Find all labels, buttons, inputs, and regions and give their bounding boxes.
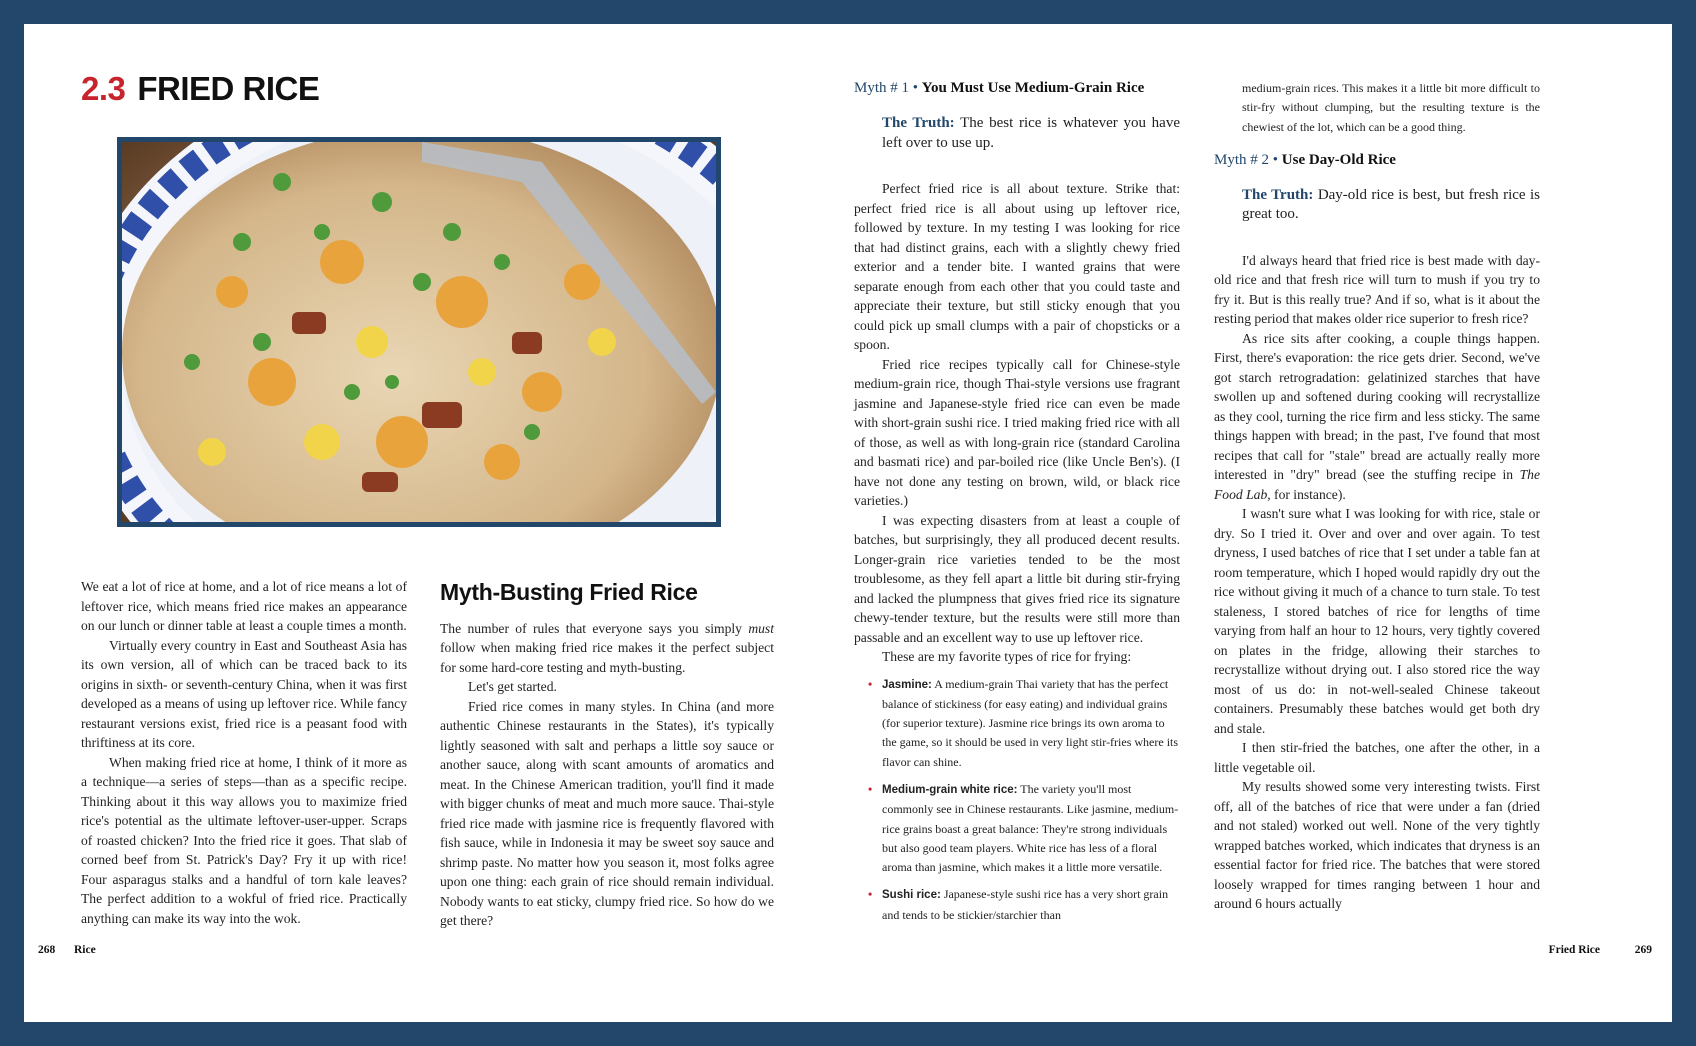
myth1-number: Myth # 1 (854, 80, 910, 96)
left-page (24, 24, 848, 1022)
book-spread (24, 24, 1672, 1022)
intro-paragraph: We eat a lot of rice at home, and a lot of rice means a lot of leftover rice, which means fried rice makes an appearance on our lunch or dinner table at least a couple times a month. (81, 579, 407, 633)
section-paragraph: Let's get started. (468, 679, 557, 694)
page-number-left: 268 (38, 944, 56, 956)
truth-label: The Truth: (882, 115, 955, 131)
truth-label: The Truth: (1242, 186, 1314, 203)
myth2-paragraph: I wasn't sure what I was looking for with rice, stale or dry. So I tried it. Over and over and over again. To test dryness, I used batches of rice that I set under a table fan at room temperature, which I hoped would rapidly dry out the rice without giving it much of a chance to turn stale. To test staleness, I stored batches of rice for lengths of time varying from half an hour to 12 hours, very tightly covered on plates in the fridge, allowing their starches to recrystallize without drying out. I also stored rice the way most of us do: in not-well-sealed Chinese takeout containers. Presumably these batches would get both dry and stale. (1214, 506, 1540, 736)
section-paragraph: Fried rice comes in many styles. In China (and more authentic Chinese restaurants in the States), it's typically lightly seasoned with salt and perhaps a little soy sauce or another sauce, along with scant amounts of aromatics and meat. In the Chinese American tradition, you'll find it made with bigger chunks of meat and much more sauce. Thai-style fried rice made with jasmine rice is frequently flavored with fish sauce, while in Indonesia it may be sweet soy sauce and shrimp paste. No matter how you season it, most folks agree upon one thing: each grain of rice should remain individual. Nobody wants to eat sticky, clumpy fried rice. So how do we get there? (440, 698, 774, 928)
right-page (848, 24, 1672, 1022)
running-footer-right: Fried Rice (1548, 944, 1600, 956)
myth2-paragraph-text: , for instance). (1267, 486, 1346, 502)
running-footer-left: Rice (74, 944, 96, 956)
myth2-paragraph: My results showed some very interesting twists. First off, all of the batches of rice that were under a fan (dried and not staled) worked out well. None of the very tightly wrapped batches worked, which indicates that dryness is an essential factor for fried rice. The batches that were stored loosely wrapped for times ranging between 1 hour and around 6 hours actually (1214, 779, 1540, 912)
list-item-text: Japanese-style sushi rice has a very short grain and tends to be stickier/starchier than (882, 887, 1169, 922)
list-item-label: Jasmine: (882, 678, 932, 691)
myth2-paragraph-emphasis: The Food Lab (1214, 467, 1540, 502)
list-item-text: A medium-grain Thai variety that has the perfect balance of stickiness (for easy eating) and individual grains (for superior texture). Jasmine rice brings its own aroma to the game, so it should be used in very light stir-fries where its flavor can shine. (882, 676, 1179, 769)
list-item-text: The variety you'll most commonly see in Chinese restaurants. Like jasmine, medium-rice grains boast a great balance: They're strong individuals but also good team players. White rice has less of a floral aroma than jasmine, which makes it a little more versatile. (882, 781, 1179, 875)
chapter-title-text: FRIED RICE (137, 70, 320, 107)
section-heading: Myth-Busting Fried Rice (440, 579, 698, 605)
section-paragraph (440, 619, 774, 678)
myth-busting-column (440, 577, 774, 931)
intro-column (81, 577, 407, 928)
list-item (854, 675, 1180, 772)
myth2-paragraph (1214, 329, 1540, 505)
intro-paragraph: Virtually every country in East and Southeast Asia has its own version, all of which can be traced back to its origins in sixth- or seventh-century China, when it was first developed as a means of using up leftover rice. While fancy restaurant versions exist, fried rice is a peasant food with thriftiness at its core. (81, 637, 407, 750)
section-paragraph-text: The number of rules that everyone says you simply (440, 620, 749, 636)
myth1-paragraph: These are my favorite types of rice for frying: (882, 649, 1132, 664)
bullet-icon: • (868, 676, 873, 691)
myth2-column (1214, 79, 1540, 914)
myth2-truth-text: Day-old rice is best, but fresh rice is great too. (1242, 186, 1540, 223)
list-item-label: Sushi rice: (882, 889, 941, 902)
myth2-paragraph-text: As rice sits after cooking, a couple things happen. First, there's evaporation: the rice gets drier. Second, we've got starch retrogradation: gelatinized starches that have swollen up and softened during cooking will recrystallize as they cool, turning the rice firm and less sticky. The same things happen with bread; in the past, I've found that most recipes that call for "stale" bread are actually really more interested in "dry" bread (see the stuffing recipe in (1214, 330, 1540, 483)
page-number-right: 269 (1634, 944, 1652, 956)
list-item (854, 885, 1180, 925)
myth2-paragraph: I'd always heard that fried rice is best made with day-old rice and that fresh rice will turn to mush if you try to fry it. But is this really true? And if so, what is it about the resting period that makes older rice superior to fresh rice? (1214, 252, 1540, 327)
myth1-heading (854, 79, 1180, 98)
myth1-paragraph: Fried rice recipes typically call for Chinese-style medium-grain rice, though Thai-style versions use fragrant jasmine and Japanese-style fried rice can even be made with short-grain sushi rice. I tried making fried rice with all of those, as well as with long-grain rice (standard Carolina and basmati rice) and par-boiled rice (like Uncle Ben's). (I have not done any testing on brown, wild, or black rice varieties.) (854, 356, 1180, 508)
fried-rice-photo-icon (122, 142, 716, 522)
myth2-number: Myth # 2 (1214, 151, 1270, 168)
myth1-truth (882, 114, 1180, 153)
section-paragraph-text: follow when making fried rice makes it the perfect subject for some hard-core testing and myth-busting. (440, 640, 774, 675)
fried-rice-photo (117, 137, 721, 527)
bullet-continued: medium-grain rices. This makes it a little bit more difficult to stir-fry without clumping, but the resulting texture is the chewiest of the lot, which can be a good thing. (1242, 81, 1540, 134)
section-paragraph-emphasis: must (748, 620, 774, 636)
myth2-title: Use Day-Old Rice (1281, 151, 1396, 168)
myth1-truth-text: The best rice is whatever you have left over to use up. (882, 115, 1180, 151)
myth1-paragraph: Perfect fried rice is all about texture. Strike that: perfect fried rice is all about using up leftover rice, followed by texture. In my testing I was looking for rice that had distinct grains, each with a slightly chewy fried exterior and a tender bite. I wanted grains that were separate enough from each other that you could taste and appreciate their texture, but still sticky enough that you could pick up small clumps with a pair of chopsticks or a spoon. (854, 181, 1180, 352)
list-item-label: Medium-grain white rice: (882, 783, 1018, 796)
myth1-separator: • (909, 80, 922, 96)
myth2-paragraph: I then stir-fried the batches, one after the other, in a little vegetable oil. (1214, 740, 1540, 775)
myth1-title: You Must Use Medium-Grain Rice (921, 80, 1145, 96)
rice-types-list (854, 675, 1180, 926)
chapter-number: 2.3 (81, 70, 126, 107)
bullet-icon: • (868, 887, 873, 902)
bullet-icon: • (868, 781, 873, 796)
list-item (854, 780, 1180, 877)
myth2-separator: • (1269, 151, 1282, 168)
chapter-title (81, 70, 319, 108)
myth1-column (854, 79, 1180, 933)
myth2-heading (1214, 151, 1540, 170)
myth2-truth (1242, 186, 1540, 225)
intro-paragraph: When making fried rice at home, I think of it more as a technique—a series of steps—than as a specific recipe. Thinking about it this way allows you to maximize fried rice's potential as the ultimate leftover-user-upper. Scraps of roasted chicken? Into the fried rice it goes. That slab of corned beef from St. Patrick's Day? Fry it up with rice! Four asparagus stalks and a handful of torn kale leaves? The perfect addition to a wokful of fried rice. Practically anything can make its way into the wok. (81, 754, 407, 926)
myth1-paragraph: I was expecting disasters from at least a couple of batches, but surprisingly, they all produced decent results. Longer-grain rice varieties tended to be the most troublesome, as they fell apart a little bit during stir-frying and lacked the plumpness that gives fried rice its signature chewy-tender texture, but the results were still more than passable and an excellent way to use up leftover rice. (854, 512, 1180, 645)
